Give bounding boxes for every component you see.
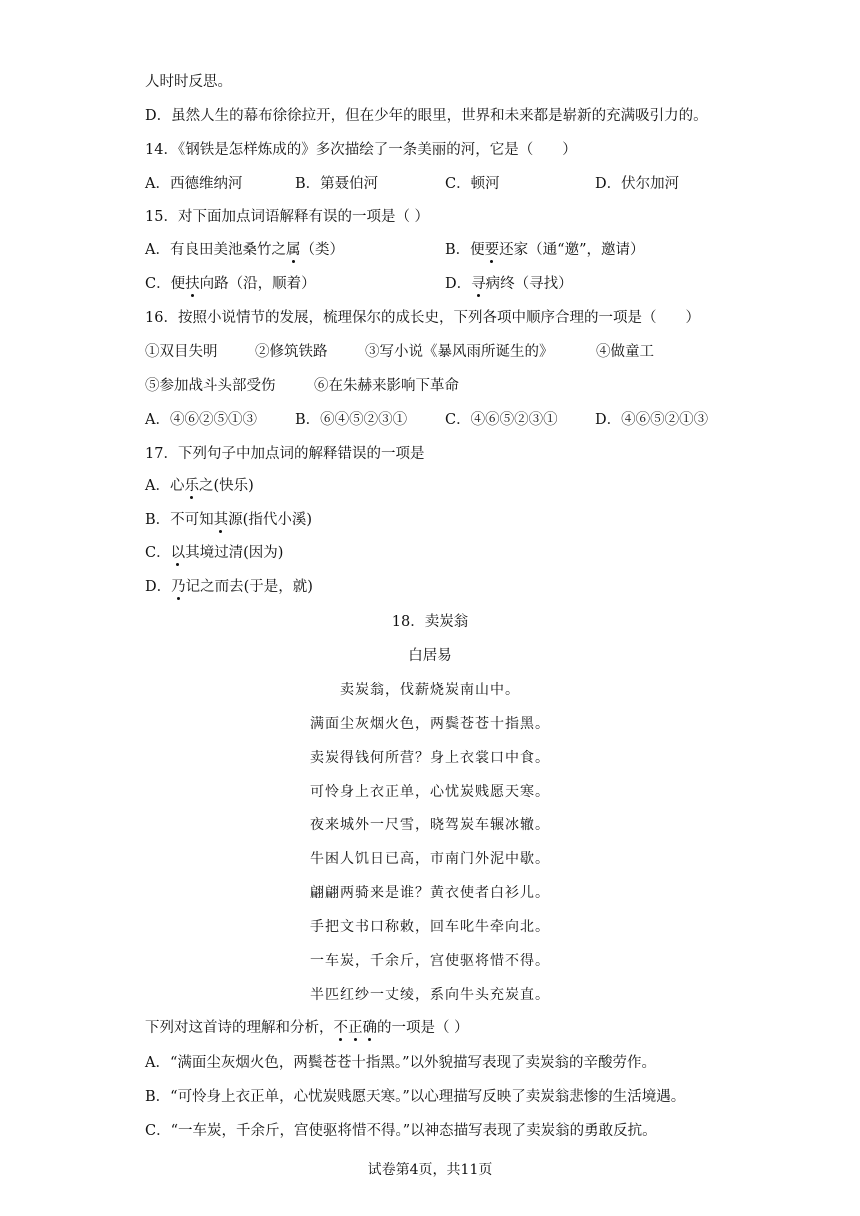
- poem-line: 一车炭，千余斤，宫使驱将惜不得。: [310, 953, 550, 969]
- q15-option-a: A．有良田美池桑竹之属（类）: [145, 242, 344, 258]
- poem-line: 手把文书口称敕，回车叱牛牵向北。: [310, 919, 550, 935]
- q13-option-d: D．虽然人生的幕布徐徐拉开，但在少年的眼里，世界和未来都是崭新的充满吸引力的。: [145, 108, 708, 124]
- q14-option-b: B．第聂伯河: [295, 176, 379, 192]
- q16-event-5: ⑤参加战斗头部受伤: [145, 378, 276, 394]
- q15-option-c: C．便扶向路（沿，顺着）: [145, 276, 316, 292]
- q18-stem: 下列对这首诗的理解和分析，不正确的一项是（ ）: [145, 1020, 469, 1036]
- poem-title: 18．卖炭翁: [391, 614, 469, 630]
- q16-event-1: ①双目失明: [145, 344, 218, 360]
- q17-option-d: D．乃记之而去(于是，就): [145, 579, 313, 595]
- dotted-char: 扶: [185, 276, 200, 292]
- dotted-char: 乐: [184, 478, 199, 494]
- poem-line: 满面尘灰烟火色，两鬓苍苍十指黑。: [310, 716, 550, 732]
- q15-option-b: B．便要还家（通“邀”，邀请）: [445, 242, 645, 258]
- q15-stem: 15．对下面加点词语解释有误的一项是（ ）: [145, 209, 430, 225]
- dotted-char: 其: [213, 512, 229, 528]
- poem-line: 可怜身上衣正单，心忧炭贱愿天寒。: [310, 784, 550, 800]
- q14-stem: 14．《钢铁是怎样炼成的》多次描绘了一条美丽的河，它是（ ）: [145, 142, 577, 158]
- text-line: 人时时反思。: [145, 74, 232, 90]
- q16-option-d: D．④⑥⑤②①③: [595, 412, 709, 428]
- q14-option-a: A．西德维纳河: [145, 176, 243, 192]
- q17-stem: 17．下列句子中加点词的解释错误的一项是: [145, 446, 425, 462]
- q16-option-b: B．⑥④⑤②③①: [295, 412, 408, 428]
- poem-author: 白居易: [408, 648, 452, 664]
- poem-line: 卖炭翁，伐薪烧炭南山中。: [340, 682, 520, 698]
- dotted-char: 寻: [471, 276, 486, 292]
- q16-event-6: ⑥在朱赫来影响下革命: [314, 378, 459, 394]
- page-footer: 试卷第4页，共11页: [367, 1162, 493, 1178]
- dotted-char: 属: [285, 242, 301, 258]
- dotted-char: 要: [484, 242, 500, 258]
- q17-option-b: B．不可知其源(指代小溪): [145, 512, 312, 528]
- poem-line: 夜来城外一尺雪，晓驾炭车辗冰辙。: [310, 817, 550, 833]
- q17-option-a: A．心乐之(快乐): [145, 478, 254, 494]
- q14-option-d: D．伏尔加河: [595, 176, 680, 192]
- q16-event-3: ③写小说《暴风雨所诞生的》: [365, 344, 554, 360]
- q18-option-c: C．“一车炭，千余斤，宫使驱将惜不得。”以神态描写表现了卖炭翁的勇敢反抗。: [145, 1123, 657, 1139]
- dotted-char: 以: [170, 545, 186, 561]
- q16-option-a: A．④⑥②⑤①③: [145, 412, 257, 428]
- q16-stem: 16．按照小说情节的发展，梳理保尔的成长史，下列各项中顺序合理的一项是（ ）: [145, 310, 700, 326]
- q15-option-d: D．寻病终（寻找）: [445, 276, 573, 292]
- q14-option-c: C．顿河: [445, 176, 500, 192]
- poem-line: 翩翩两骑来是谁？黄衣使者白衫儿。: [310, 885, 550, 901]
- q18-option-a: A．“满面尘灰烟火色，两鬓苍苍十指黑。”以外貌描写表现了卖炭翁的辛酸劳作。: [145, 1055, 657, 1071]
- poem-line: 卖炭得钱何所营？身上衣裳口中食。: [310, 750, 550, 766]
- q17-option-c: C．以其境过清(因为): [145, 545, 284, 561]
- poem-line: 牛困人饥日已高，市南门外泥中歇。: [310, 851, 550, 867]
- q18-option-b: B．“可怜身上衣正单，心忧炭贱愿天寒。”以心理描写反映了卖炭翁悲惨的生活境遇。: [145, 1089, 686, 1105]
- q16-event-4: ④做童工: [596, 344, 654, 360]
- q16-option-c: C．④⑥⑤②③①: [445, 412, 558, 428]
- poem-line: 半匹红纱一丈绫，系向牛头充炭直。: [310, 987, 550, 1003]
- dotted-char: 乃: [171, 579, 186, 595]
- q16-event-2: ②修筑铁路: [255, 344, 328, 360]
